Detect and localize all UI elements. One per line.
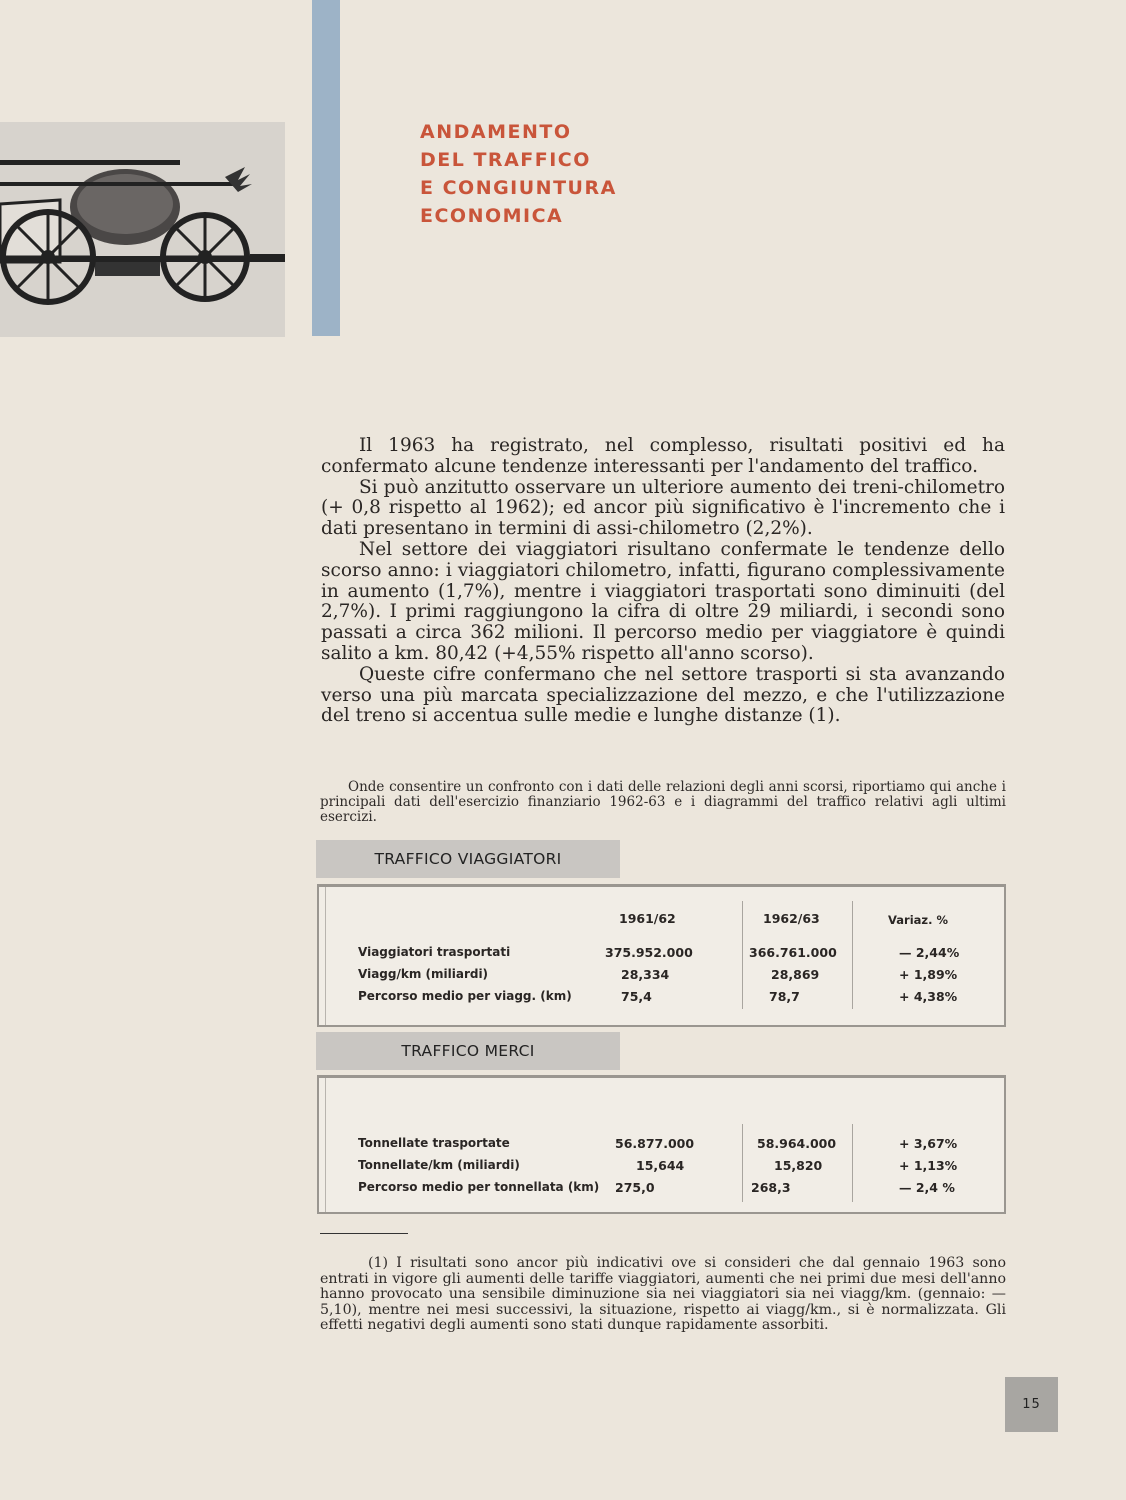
table-merci <box>317 1075 1006 1214</box>
cell-value: 28,869 <box>771 967 820 982</box>
body-paragraph: Queste cifre confermano che nel settore trasporti si sta avanzando verso una più marcata specializzazione del mezzo, e che l'utilizzazione del treno si accentua sulle medie e lunghe distanze (1). <box>321 663 1005 727</box>
cell-value: 28,334 <box>621 967 670 982</box>
page-number: 15 <box>1005 1377 1058 1432</box>
cell-variation: + 3,67% <box>899 1136 958 1151</box>
title-line: ECONOMICA <box>420 205 564 227</box>
section-header-merci: TRAFFICO MERCI <box>316 1032 620 1070</box>
chapter-title <box>420 118 617 230</box>
cell-value: 78,7 <box>769 989 800 1004</box>
cell-value: 366.761.000 <box>749 945 837 960</box>
section-header-viaggiatori: TRAFFICO VIAGGIATORI <box>316 840 620 878</box>
body-text <box>321 436 1005 727</box>
steam-carriage-illustration <box>0 122 285 337</box>
footnote-divider <box>320 1233 408 1234</box>
cell-value: 58.964.000 <box>757 1136 837 1151</box>
row-label: Tonnellate trasportate <box>358 1136 510 1150</box>
steam-carriage-drawing <box>0 122 285 337</box>
title-line: E CONGIUNTURA <box>420 177 617 199</box>
cell-value: 15,820 <box>774 1158 823 1173</box>
body-paragraph: Il 1963 ha registrato, nel complesso, risultati positivi ed ha confermato alcune tendenze interessanti per l'andamento del traffico. <box>321 435 1005 477</box>
cell-value: 56.877.000 <box>615 1136 695 1151</box>
row-label: Viaggiatori trasportati <box>358 945 511 959</box>
cell-value: 268,3 <box>751 1180 791 1195</box>
row-label: Tonnellate/km (miliardi) <box>358 1158 520 1172</box>
cell-variation: + 4,38% <box>899 989 958 1004</box>
cell-value: 375.952.000 <box>605 945 693 960</box>
cell-value: 275,0 <box>615 1180 655 1195</box>
footnote: (1) I risultati sono ancor più indicativi ove si consideri che dal gennaio 1963 sono entrati in vigore gli aumenti delle tariffe viaggiatori, aumenti che nei primi due mesi dell'anno hanno provocato una sensibile diminuzione sia nei viaggiatori sia nei viagg/km. (gennaio: —5,10), mentre nei mesi successivi, la situazione, rispetto ai viagg/km., si è normalizzata. Gli effetti negativi degli aumenti sono stati dunque rapidamente assorbiti. <box>320 1255 1006 1334</box>
body-paragraph: Nel settore dei viaggiatori risultano confermate le tendenze dello scorso anno: i viaggiatori chilometro, infatti, figurano complessivamente in aumento (1,7%), mentre i viaggiatori trasportati sono diminuiti (del 2,7%). I primi raggiungono la cifra di oltre 29 miliardi, i secondi sono passati a circa 362 milioni. Il percorso medio per viaggiatore è quindi salito a km. 80,42 (+4,55% rispetto all'anno scorso). <box>321 538 1005 664</box>
cell-variation: — 2,4 % <box>899 1180 955 1195</box>
table-viaggiatori <box>317 884 1006 1027</box>
column-header: 1962/63 <box>763 911 820 926</box>
cell-variation: — 2,44% <box>899 945 960 960</box>
row-label: Viagg/km (miliardi) <box>358 967 489 981</box>
column-header: Variaz. % <box>888 913 948 927</box>
blue-accent-bar <box>312 0 340 336</box>
row-label: Percorso medio per tonnellata (km) <box>358 1180 600 1194</box>
row-label: Percorso medio per viagg. (km) <box>358 989 572 1003</box>
body-paragraph: Si può anzitutto osservare un ulteriore aumento dei treni-chilometro (+ 0,8 rispetto al 1962); ed ancor più significativo è l'incremento che i dati presentano in termini di assi-chilometro (2,2%). <box>321 476 1005 540</box>
intro-note: Onde consentire un confronto con i dati delle relazioni degli anni scorsi, riportiamo qui anche i principali dati dell'esercizio finanziario 1962-63 e i diagrammi del traffico relativi agli ultimi esercizi. <box>320 779 1006 825</box>
cell-variation: + 1,89% <box>899 967 958 982</box>
title-line: ANDAMENTO <box>420 121 572 143</box>
cell-value: 75,4 <box>621 989 652 1004</box>
column-header: 1961/62 <box>619 911 676 926</box>
cell-value: 15,644 <box>636 1158 685 1173</box>
title-line: DEL TRAFFICO <box>420 149 591 171</box>
cell-variation: + 1,13% <box>899 1158 958 1173</box>
